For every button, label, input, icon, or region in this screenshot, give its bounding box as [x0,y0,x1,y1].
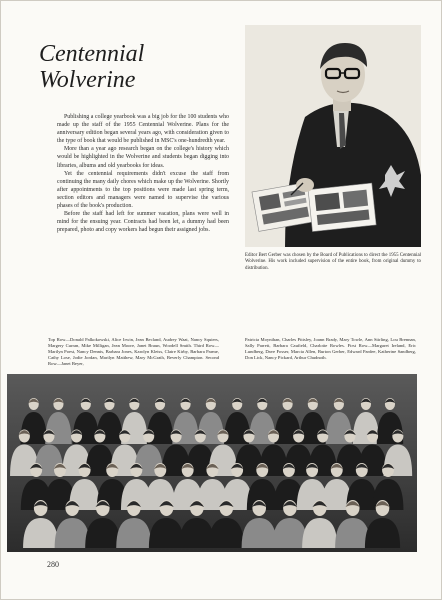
names-column-left [48,337,219,367]
body-paragraph: Yet the centennial requirements didn't excuse the staff from continuing the many daily chores which make up the Wolverine. Shortly after appointments to the top positions were made last spring term, section editors and managers were named to supervise the various phases of the book's production. [57,170,229,210]
article-body [57,113,229,234]
names-column-right [245,337,416,361]
group-photo-illustration [7,374,417,552]
body-paragraph: More than a year ago research began on the college's history which would be highlighted in the Wolverine and students began digging into libraries, albums and old yearbooks for ideas. [57,146,229,169]
names-text-right: Patricia Moynihan, Charles Pittsley, Joann Brady, Mary Towle, Ann Stirling, Lou Brennan, Sally Parrett, Barbara Caufield, Charlotte Rowles. First Row—Margaret Ireland, Eric Lundberg, Dave Fosser, Marcia Allen, Burton Gerber, Edward Pardee, Katherine Sandberg, Don Lick, Nancy Pickard, Arthur Chudnoth. [245,337,416,360]
title-line-1: Centennial [39,41,145,67]
page-number: 280 [47,560,59,569]
names-text-left: Top Row—Donald Palkokowski, Alice Irwin, Jean Becland, Audrey Waat, Nancy Squiers, Margery Curran, Mike Milligan, Jean Moore, Janet Braun, Woodell Smith. Third Row—Marilyn Poest, Nancy Dennis, Barbara Jones, Karolyn Kleiss, Claire Kirby, Barbara Parme, Cathy Lose, Jodie Jordan, Marilyn Matthew, Mary McGrath, Beverly Champion. Second Row—Janet Beyer, [48,337,219,366]
body-paragraph: Before the staff had left for summer vacation, plans were well in mind for the ensuing year. Contracts had been let, a dummy had been prepared, photo and copy workers had begun their assigned jobs. [57,211,229,234]
portrait-illustration [245,25,421,247]
photo-caption [245,253,421,272]
body-paragraph: Publishing a college yearbook was a big job for the 100 students who made up the staff of the 1955 Centennial Wolverine. Plans for the anniversary edition began several years ago, with consideration given to the type of book that would be published in MSC's one-hundredth year. [57,114,229,145]
page-title [39,41,144,93]
title-line-2: Wolverine [39,67,136,93]
caption-text: Editor Bert Gerber was chosen by the Board of Publications to direct the 1955 Centennial Wolverine. His work included supervision of the entire book, from original dummy to distribution. [245,253,421,271]
staff-group-photo [7,374,417,552]
editor-portrait-photo [245,25,421,247]
